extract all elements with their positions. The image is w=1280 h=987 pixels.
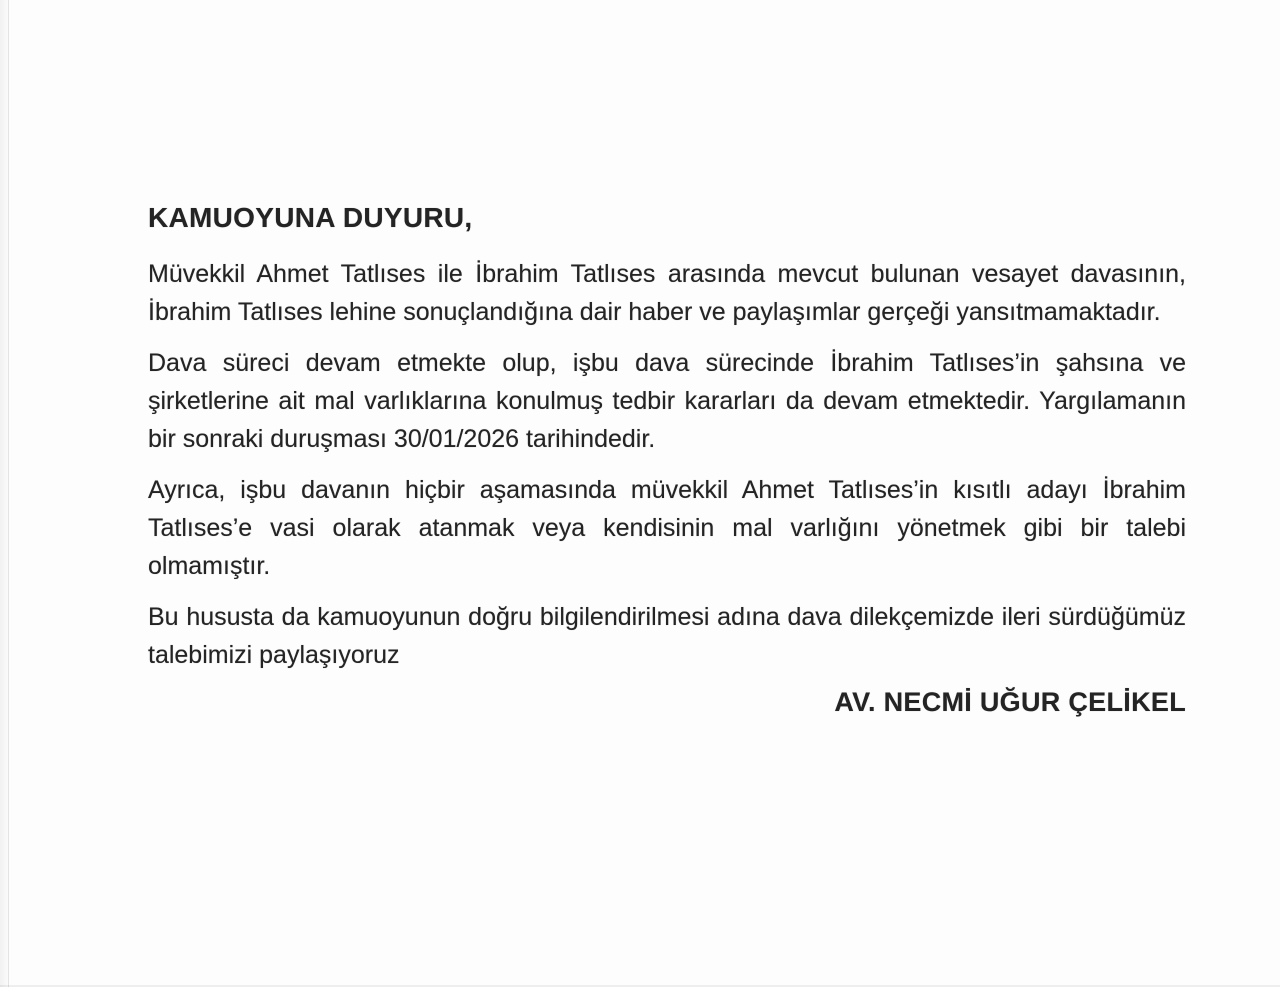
document-title: KAMUOYUNA DUYURU, [148,202,473,233]
lawyer-signature: AV. NECMİ UĞUR ÇELİKEL [834,687,1186,717]
announcement-letter [148,202,1186,718]
paragraph-no-guardianship-request: Ayrıca, işbu davanın hiçbir aşamasında müvekkil Ahmet Tatlıses’in kısıtlı adayı İbrahim Tatlıses’e vasi olarak atanmak veya kendisinin mal varlığını yönetmek gibi bir talebi olmamıştır. [148,476,1186,580]
paragraph-case-status: Dava süreci devam etmekte olup, işbu dava sürecinde İbrahim Tatlıses’in şahsına ve şirketlerine ait mal varlıklarına konulmuş tedbir kararları da devam etmektedir. Yargılamanın bir sonraki duruşması 30/01/2026 tarihindedir. [148,349,1186,453]
scan-left-edge [0,0,9,987]
paragraph-public-information: Bu hususta da kamuoyunun doğru bilgilendirilmesi adına dava dilekçemizde ileri sürdüğümüz talebimizi paylaşıyoruz [148,603,1186,669]
paragraph-vesayet-claim: Müvekkil Ahmet Tatlıses ile İbrahim Tatlıses arasında mevcut bulunan vesayet davasının, İbrahim Tatlıses lehine sonuçlandığına dair haber ve paylaşımlar gerçeği yansıtmamaktadır. [148,260,1186,326]
